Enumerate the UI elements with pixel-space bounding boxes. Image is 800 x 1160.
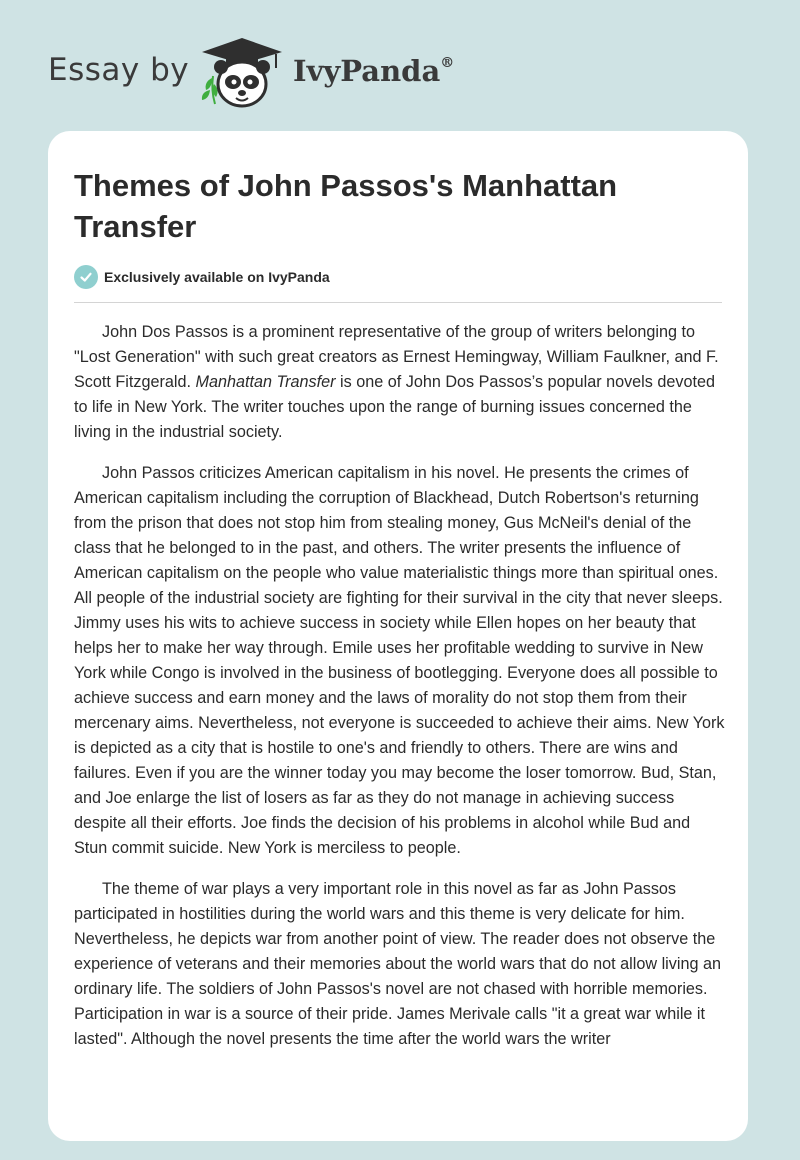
essay-title: Themes of John Passos's Manhattan Transfer [74,168,618,244]
exclusive-badge [74,264,330,290]
essay-by-label: Essay by [48,52,190,88]
exclusive-badge-label: Exclusively available on IvyPanda [104,269,330,285]
check-circle-icon [74,265,98,289]
paragraph-3: The theme of war plays a very important role in this novel as far as John Passos participated in hostilities during the world wars and this theme is very delicate for him. Nevertheless, he depicts war from another point of view. The reader does not observe the experience of veterans and their memories about the world wars that do not allow living an ordinary life. The soldiers of John Passos's novel are not chased with horrible memories. Participation in war is a source of their pride. James Merivale calls "it a great war while it lasted". Although the novel presents the time after the world wars the writer [74,880,721,1048]
essay-body [74,320,726,1068]
paragraph-2: John Passos criticizes American capitalism in his novel. He presents the crimes of American capitalism including the corruption of Blackhead, Dutch Robertson's returning from the prison that does not stop him from stealing money, Gus McNeil's denial of the class that he belonged to in the past, and others. The writer presents the influence of American capitalism on the people who value materialistic things more than spiritual ones. All people of the industrial society are fighting for their survival in the city that never sleeps. Jimmy uses his wits to achieve success in society while Ellen hopes on her beauty that helps her to make her way through. Emile uses her profitable wedding to survive in New York while Congo is involved in the business of bootlegging. Everyone does all possible to achieve success and earn money and the laws of morality do not stop them from their mercenary aims. Nevertheless, not everyone is succeeded to achieve their aims. New York is depicted as a city that is hostile to one's and friendly to others. There are wins and failures. Even if you are the winner today you may become the loser tomorrow. Bud, Stan, and Joe enlarge the list of losers as far as they do not manage in achieving success despite all their efforts. Joe finds the decision of his problems in alcohol while Bud and Stun commit suicide. New York is merciless to people. [74,464,725,857]
paragraph-1-start: John Dos Passos is a prominent representative of the group of writers belonging to "Lost Generation" with such great creators as Ernest Hemingway, William Faulkner, and F. Scott Fitzgerald. [74,323,719,391]
paragraph-1 [74,320,726,445]
registered-mark: ® [440,55,455,71]
paragraph-1-end: is one of John Dos Passos’s popular novels devoted to life in New York. The writer touches upon the range of burning issues concerned the living in the industrial society. [74,373,715,441]
site-header [0,0,800,130]
brand-name-text: IvyPanda [293,54,441,88]
essay-card [48,131,748,1141]
divider [74,302,722,303]
novel-title: Manhattan Transfer [195,373,336,391]
brand-name[interactable] [293,54,454,88]
panda-graduate-icon[interactable] [196,34,288,110]
